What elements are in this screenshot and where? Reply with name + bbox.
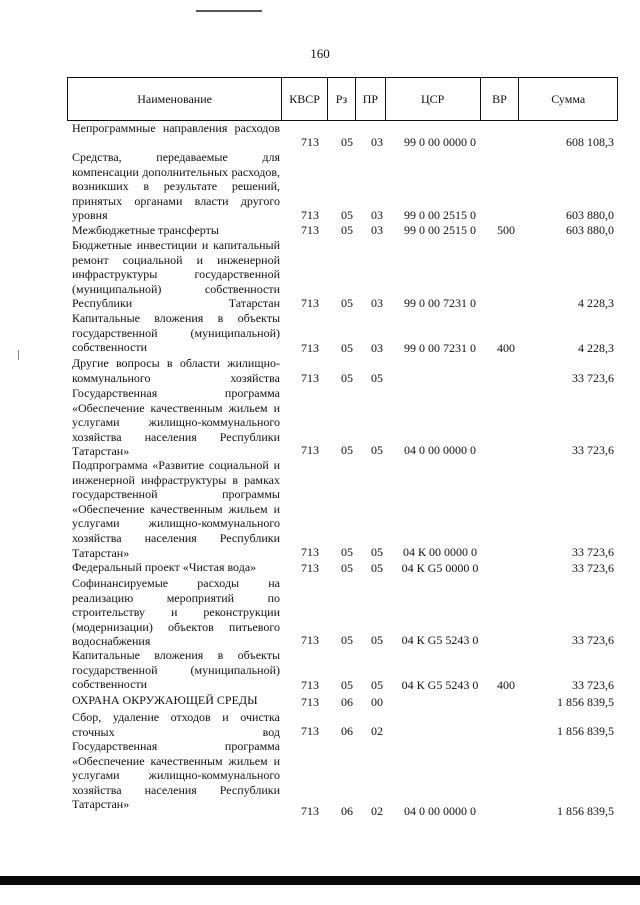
row-pr: 05 — [371, 561, 383, 576]
row-rz: 05 — [341, 341, 353, 356]
row-name: Сбор, удаление отходов и очистка сточных вод — [72, 710, 280, 739]
row-pr: 00 — [371, 695, 383, 710]
scan-edge-bar — [0, 876, 640, 885]
header-sum: Сумма — [551, 91, 586, 106]
row-sum: 33 723,6 — [572, 371, 614, 386]
row-rz: 05 — [341, 633, 353, 648]
row-name: Государственная программа «Обеспечение качественным жильем и услугами жилищно-коммунального хозяйства населения Республики Татарстан» — [72, 739, 280, 812]
row-kvsr: 713 — [301, 545, 319, 560]
table-header — [67, 77, 618, 121]
row-name: Бюджетные инвестиции и капитальный ремонт социальной и инженерной инфраструктуры государственной (муниципальной) собственности Республики Татарстан — [72, 238, 280, 311]
row-csr: 04 0 00 0000 0 — [404, 443, 476, 458]
row-name: Средства, передаваемые для компенсации дополнительных расходов, возникших в результате решений, принятых органами власти другого уровня — [72, 150, 280, 223]
row-kvsr: 713 — [301, 633, 319, 648]
row-name: ОХРАНА ОКРУЖАЮЩЕЙ СРЕДЫ — [72, 693, 258, 707]
table-row — [0, 150, 640, 223]
row-sum: 1 856 839,5 — [557, 724, 614, 739]
table-row — [0, 356, 640, 386]
table-row — [0, 693, 640, 710]
row-rz: 05 — [341, 208, 353, 223]
row-pr: 05 — [371, 443, 383, 458]
row-csr: 04 К G5 5243 0 — [401, 633, 479, 648]
row-kvsr: 713 — [301, 223, 319, 238]
row-csr: 04 К G5 0000 0 — [401, 561, 479, 576]
table-row — [0, 386, 640, 458]
row-sum: 33 723,6 — [572, 678, 614, 693]
row-pr: 05 — [371, 371, 383, 386]
row-rz: 06 — [341, 724, 353, 739]
row-sum: 33 723,6 — [572, 633, 614, 648]
table-row — [0, 121, 640, 150]
row-vr: 400 — [497, 341, 515, 356]
table-row — [0, 576, 640, 648]
row-sum: 33 723,6 — [572, 545, 614, 560]
page-number: 160 — [310, 46, 330, 61]
row-rz: 06 — [341, 804, 353, 819]
table-row — [0, 739, 640, 819]
row-pr: 05 — [371, 678, 383, 693]
row-name: Межбюджетные трансферты — [72, 223, 219, 237]
row-name: Государственная программа «Обеспечение качественным жильем и услугами жилищно-коммунального хозяйства населения Республики Татарстан» — [72, 386, 280, 459]
row-kvsr: 713 — [301, 135, 319, 150]
row-name: Капитальные вложения в объекты государственной (муниципальной) собственности — [72, 648, 280, 692]
scan-mark — [196, 10, 262, 12]
row-rz: 05 — [341, 296, 353, 311]
row-name: Федеральный проект «Чистая вода» — [72, 560, 257, 574]
row-pr: 05 — [371, 545, 383, 560]
row-kvsr: 713 — [301, 804, 319, 819]
row-pr: 03 — [371, 223, 383, 238]
row-sum: 1 856 839,5 — [557, 804, 614, 819]
row-pr: 03 — [371, 135, 383, 150]
header-vr: ВР — [481, 78, 520, 120]
row-sum: 603 880,0 — [566, 208, 614, 223]
row-kvsr: 713 — [301, 371, 319, 386]
row-csr: 99 0 00 7231 0 — [404, 341, 476, 356]
row-name: Подпрограмма «Развитие социальной и инженерной инфраструктуры в рамках государственной программы «Обеспечение качественным жильем и услугами жилищно-коммунального хозяйства населения Республики Татарстан» — [72, 458, 280, 560]
row-csr: 99 0 00 2515 0 — [404, 223, 476, 238]
table-row — [0, 223, 640, 238]
row-kvsr: 713 — [301, 561, 319, 576]
table-row — [0, 560, 640, 576]
row-pr: 05 — [371, 633, 383, 648]
row-rz: 05 — [341, 678, 353, 693]
row-sum: 33 723,6 — [572, 561, 614, 576]
table-row — [0, 458, 640, 560]
row-kvsr: 713 — [301, 724, 319, 739]
row-csr: 04 К 00 0000 0 — [402, 545, 477, 560]
row-rz: 05 — [341, 371, 353, 386]
table-body — [0, 121, 640, 819]
header-pr: ПР — [356, 78, 386, 120]
row-vr: 500 — [497, 223, 515, 238]
row-csr: 99 0 00 2515 0 — [404, 208, 476, 223]
row-pr: 03 — [371, 296, 383, 311]
row-name: Капитальные вложения в объекты государственной (муниципальной) собственности — [72, 311, 280, 355]
header-csr: ЦСР — [386, 78, 481, 120]
table-row — [0, 648, 640, 693]
row-pr: 03 — [371, 341, 383, 356]
row-csr: 04 К G5 5243 0 — [401, 678, 479, 693]
row-rz: 05 — [341, 545, 353, 560]
row-pr: 02 — [371, 724, 383, 739]
row-kvsr: 713 — [301, 678, 319, 693]
row-name: Софинансируемые расходы на реализацию мероприятий по строительству и реконструкции (модернизации) объектов питьевого водоснабжения — [72, 576, 280, 649]
row-pr: 03 — [371, 208, 383, 223]
row-sum: 1 856 839,5 — [557, 695, 614, 710]
row-rz: 05 — [341, 561, 353, 576]
row-csr: 99 0 00 7231 0 — [404, 296, 476, 311]
header-rz: Рз — [328, 78, 356, 120]
row-sum: 4 228,3 — [578, 341, 614, 356]
header-name: Наименование — [68, 78, 282, 120]
table-row — [0, 710, 640, 739]
row-kvsr: 713 — [301, 443, 319, 458]
row-rz: 06 — [341, 695, 353, 710]
header-kvsr: КВСР — [282, 78, 328, 120]
row-name: Непрограммные направления расходов — [72, 121, 280, 135]
table-row — [0, 238, 640, 311]
row-sum: 608 108,3 — [566, 135, 614, 150]
row-kvsr: 713 — [301, 296, 319, 311]
row-sum: 33 723,6 — [572, 443, 614, 458]
row-kvsr: 713 — [301, 341, 319, 356]
row-kvsr: 713 — [301, 695, 319, 710]
row-rz: 05 — [341, 135, 353, 150]
row-pr: 02 — [371, 804, 383, 819]
row-rz: 05 — [341, 223, 353, 238]
table-row — [0, 311, 640, 356]
row-vr: 400 — [497, 678, 515, 693]
row-name: Другие вопросы в области жилищно-коммунального хозяйства — [72, 356, 280, 385]
row-csr: 04 0 00 0000 0 — [404, 804, 476, 819]
row-sum: 603 880,0 — [566, 223, 614, 238]
row-kvsr: 713 — [301, 208, 319, 223]
row-rz: 05 — [341, 443, 353, 458]
row-csr: 99 0 00 0000 0 — [404, 135, 476, 150]
row-sum: 4 228,3 — [578, 296, 614, 311]
